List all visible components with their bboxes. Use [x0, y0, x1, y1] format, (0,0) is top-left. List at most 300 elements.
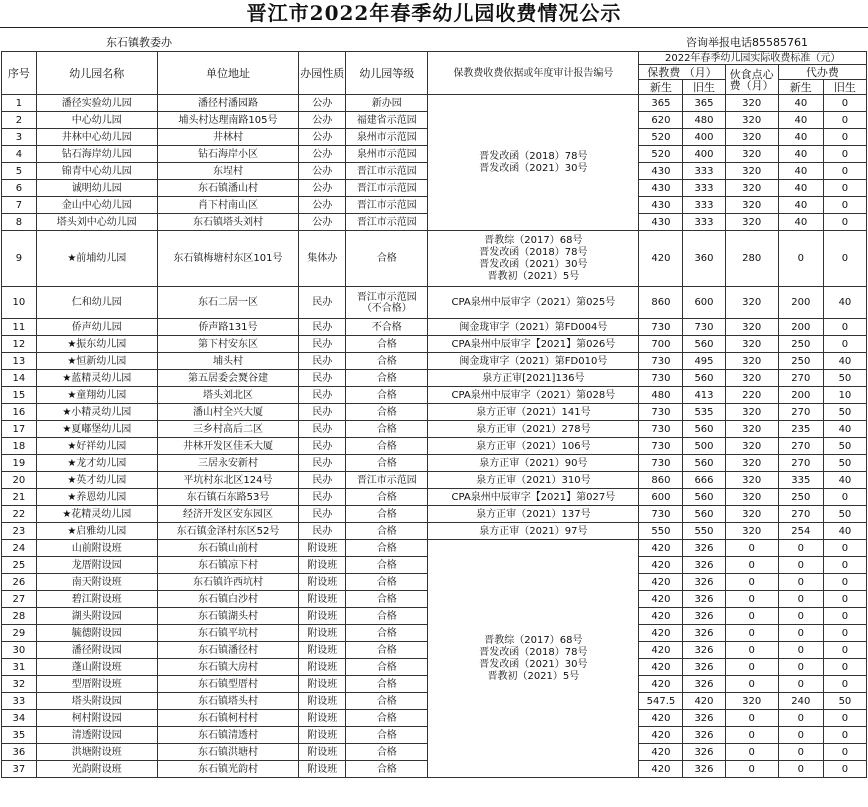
agency-fee-new: 200 [778, 319, 823, 336]
row-number: 21 [2, 489, 37, 506]
agency-fee-old: 0 [823, 146, 866, 163]
agency-fee-new: 0 [778, 540, 823, 557]
kindergarten-level: 合格 [346, 625, 428, 642]
row-number: 15 [2, 387, 37, 404]
kindergarten-name: 钻石海岸幼儿园 [36, 146, 157, 163]
tuition-old: 560 [683, 336, 725, 353]
agency-fee-new: 0 [778, 744, 823, 761]
kindergarten-name: 诚明幼儿园 [36, 180, 157, 197]
tuition-new: 420 [639, 676, 683, 693]
header-tuition-old: 旧生 [683, 80, 725, 95]
tuition-new: 730 [639, 455, 683, 472]
tuition-old: 326 [683, 744, 725, 761]
tuition-new: 430 [639, 180, 683, 197]
audit-report-number: 泉方正审（2021）278号 [428, 421, 639, 438]
header-level: 幼儿园等级 [346, 52, 428, 95]
audit-report-number: CPA泉州中辰审字（2021）第025号 [428, 287, 639, 319]
kindergarten-level: 晋江市示范园 [346, 163, 428, 180]
kindergarten-level: 合格 [346, 506, 428, 523]
agency-fee-old: 0 [823, 319, 866, 336]
tuition-old: 400 [683, 146, 725, 163]
kindergarten-nature: 附设班 [299, 761, 346, 778]
agency-fee-old: 0 [823, 710, 866, 727]
tuition-old: 333 [683, 214, 725, 231]
agency-fee-old: 0 [823, 574, 866, 591]
row-number: 1 [2, 95, 37, 112]
agency-fee-old: 0 [823, 659, 866, 676]
tuition-old: 326 [683, 557, 725, 574]
kindergarten-nature: 民办 [299, 455, 346, 472]
tuition-old: 326 [683, 591, 725, 608]
agency-fee-new: 0 [778, 761, 823, 778]
kindergarten-level: 合格 [346, 336, 428, 353]
kindergarten-address: 东石镇塔头村 [157, 693, 298, 710]
agency-fee-new: 235 [778, 421, 823, 438]
agency-fee-old: 50 [823, 370, 866, 387]
agency-fee-old: 50 [823, 693, 866, 710]
meal-fee: 320 [725, 146, 778, 163]
kindergarten-address: 平坑村东北区124号 [157, 472, 298, 489]
kindergarten-nature: 民办 [299, 387, 346, 404]
kindergarten-nature: 公办 [299, 146, 346, 163]
tuition-old: 550 [683, 523, 725, 540]
kindergarten-nature: 民办 [299, 489, 346, 506]
table-row [2, 95, 867, 112]
kindergarten-level: 合格 [346, 489, 428, 506]
meal-fee: 320 [725, 693, 778, 710]
kindergarten-name: ★好祥幼儿园 [36, 438, 157, 455]
kindergarten-address: 东石镇大房村 [157, 659, 298, 676]
kindergarten-nature: 附设班 [299, 710, 346, 727]
agency-fee-old: 0 [823, 642, 866, 659]
kindergarten-address: 井林村 [157, 129, 298, 146]
agency-fee-new: 270 [778, 438, 823, 455]
audit-report-number: 闽金珑审字（2021）第FD010号 [428, 353, 639, 370]
tuition-old: 560 [683, 489, 725, 506]
row-number: 37 [2, 761, 37, 778]
tuition-new: 420 [639, 591, 683, 608]
meal-fee: 320 [725, 112, 778, 129]
agency-fee-old: 10 [823, 387, 866, 404]
kindergarten-level: 合格 [346, 659, 428, 676]
kindergarten-address: 东石二居一区 [157, 287, 298, 319]
agency-fee-old: 0 [823, 540, 866, 557]
kindergarten-level: 晋江市示范园 （不合格） [346, 287, 428, 319]
page-title: 晋江市2022年春季幼儿园收费情况公示 [0, 0, 868, 28]
agency-fee-new: 0 [778, 659, 823, 676]
kindergarten-address: 潘山村全兴大厦 [157, 404, 298, 421]
agency-fee-old: 0 [823, 112, 866, 129]
header-agency: 代办费 [778, 65, 866, 80]
tuition-old: 333 [683, 180, 725, 197]
basis-group-line: 晋发改函（2018）78号 [479, 646, 588, 658]
kindergarten-name: ★英才幼儿园 [36, 472, 157, 489]
kindergarten-name: 塔头刘中心幼儿园 [36, 214, 157, 231]
tuition-old: 400 [683, 129, 725, 146]
tuition-old: 365 [683, 95, 725, 112]
kindergarten-name: 南天附设班 [36, 574, 157, 591]
kindergarten-nature: 民办 [299, 421, 346, 438]
meal-fee: 280 [725, 231, 778, 287]
issuer-label: 东石镇教委办 [106, 36, 172, 49]
kindergarten-address: 东石镇凉下村 [157, 557, 298, 574]
row-number: 10 [2, 287, 37, 319]
audit-report-number: CPA泉州中辰审字（2021）第028号 [428, 387, 639, 404]
audit-report-number: 泉方正审（2021）141号 [428, 404, 639, 421]
header-no: 序号 [2, 52, 37, 95]
agency-fee-new: 40 [778, 197, 823, 214]
kindergarten-level: 合格 [346, 744, 428, 761]
agency-fee-old: 0 [823, 625, 866, 642]
kindergarten-nature: 民办 [299, 370, 346, 387]
agency-fee-new: 0 [778, 591, 823, 608]
tuition-old: 420 [683, 693, 725, 710]
kindergarten-level: 福建省示范园 [346, 112, 428, 129]
table-row [2, 287, 867, 319]
kindergarten-nature: 公办 [299, 163, 346, 180]
tuition-old: 326 [683, 710, 725, 727]
tuition-old: 666 [683, 472, 725, 489]
kindergarten-level: 合格 [346, 523, 428, 540]
tuition-old: 360 [683, 231, 725, 287]
tuition-old: 326 [683, 574, 725, 591]
meal-fee: 320 [725, 214, 778, 231]
row-number: 22 [2, 506, 37, 523]
agency-fee-new: 0 [778, 231, 823, 287]
kindergarten-name: 型厝附设班 [36, 676, 157, 693]
audit-report-number: 泉方正审（2021）90号 [428, 455, 639, 472]
tuition-old: 600 [683, 287, 725, 319]
row-number: 12 [2, 336, 37, 353]
tuition-new: 430 [639, 163, 683, 180]
header-basis: 保教费收费依据或年度审计报告编号 [428, 52, 639, 95]
agency-fee-new: 254 [778, 523, 823, 540]
table-row [2, 231, 867, 287]
table-row [2, 370, 867, 387]
agency-fee-old: 50 [823, 455, 866, 472]
tuition-old: 560 [683, 455, 725, 472]
kindergarten-nature: 民办 [299, 353, 346, 370]
meal-fee: 0 [725, 659, 778, 676]
row-number: 14 [2, 370, 37, 387]
meal-fee: 0 [725, 557, 778, 574]
header-agency-new: 新生 [778, 80, 823, 95]
header-meals: 伙食点心费（月） [725, 65, 778, 95]
agency-fee-old: 50 [823, 404, 866, 421]
kindergarten-level: 晋江市示范园 [346, 197, 428, 214]
row-number: 2 [2, 112, 37, 129]
tuition-new: 730 [639, 404, 683, 421]
kindergarten-name: 潘径实验幼儿园 [36, 95, 157, 112]
kindergarten-address: 东石镇清透村 [157, 727, 298, 744]
kindergarten-address: 埔头村 [157, 353, 298, 370]
kindergarten-nature: 附设班 [299, 591, 346, 608]
row-number: 19 [2, 455, 37, 472]
meal-fee: 0 [725, 642, 778, 659]
kindergarten-nature: 附设班 [299, 744, 346, 761]
row-number: 20 [2, 472, 37, 489]
row-number: 6 [2, 180, 37, 197]
agency-fee-new: 335 [778, 472, 823, 489]
meal-fee: 0 [725, 761, 778, 778]
tuition-old: 326 [683, 676, 725, 693]
agency-fee-old: 40 [823, 472, 866, 489]
kindergarten-address: 东石镇梅塘村东区101号 [157, 231, 298, 287]
kindergarten-nature: 附设班 [299, 608, 346, 625]
kindergarten-name: ★振东幼儿园 [36, 336, 157, 353]
tuition-old: 326 [683, 761, 725, 778]
meal-fee: 320 [725, 336, 778, 353]
tuition-old: 326 [683, 625, 725, 642]
kindergarten-name: 蓬山附设班 [36, 659, 157, 676]
kindergarten-nature: 集体办 [299, 231, 346, 287]
tuition-new: 430 [639, 197, 683, 214]
tuition-new: 700 [639, 336, 683, 353]
kindergarten-name: 碧江附设班 [36, 591, 157, 608]
agency-fee-new: 40 [778, 214, 823, 231]
kindergarten-nature: 公办 [299, 214, 346, 231]
kindergarten-address: 三乡村高后二区 [157, 421, 298, 438]
basis-group-line: 晋发改函（2018）78号 [479, 246, 588, 258]
meal-fee: 0 [725, 710, 778, 727]
kindergarten-level: 合格 [346, 557, 428, 574]
kindergarten-nature: 民办 [299, 506, 346, 523]
kindergarten-nature: 附设班 [299, 659, 346, 676]
table-row [2, 319, 867, 336]
kindergarten-address: 东石镇许西坑村 [157, 574, 298, 591]
tuition-new: 420 [639, 744, 683, 761]
audit-report-number: 泉方正审（2021）106号 [428, 438, 639, 455]
kindergarten-nature: 附设班 [299, 693, 346, 710]
kindergarten-address: 经济开发区安东园区 [157, 506, 298, 523]
agency-fee-new: 0 [778, 557, 823, 574]
kindergarten-nature: 公办 [299, 197, 346, 214]
table-row [2, 472, 867, 489]
kindergarten-name: ★养恩幼儿园 [36, 489, 157, 506]
meal-fee: 320 [725, 455, 778, 472]
row-number: 36 [2, 744, 37, 761]
kindergarten-nature: 附设班 [299, 540, 346, 557]
basis-group-cell [428, 231, 639, 287]
kindergarten-level: 合格 [346, 540, 428, 557]
tuition-new: 420 [639, 540, 683, 557]
kindergarten-nature: 公办 [299, 95, 346, 112]
meal-fee: 0 [725, 574, 778, 591]
agency-fee-new: 0 [778, 608, 823, 625]
agency-fee-old: 0 [823, 336, 866, 353]
row-number: 31 [2, 659, 37, 676]
table-row [2, 455, 867, 472]
meal-fee: 0 [725, 591, 778, 608]
agency-fee-new: 0 [778, 574, 823, 591]
row-number: 33 [2, 693, 37, 710]
kindergarten-level: 合格 [346, 231, 428, 287]
basis-group-line: 晋教初（2021）5号 [487, 670, 580, 682]
kindergarten-name: ★前埔幼儿园 [36, 231, 157, 287]
kindergarten-level: 合格 [346, 404, 428, 421]
agency-fee-old: 50 [823, 506, 866, 523]
row-number: 30 [2, 642, 37, 659]
kindergarten-nature: 附设班 [299, 625, 346, 642]
tuition-new: 420 [639, 727, 683, 744]
agency-fee-old: 0 [823, 95, 866, 112]
agency-fee-new: 250 [778, 336, 823, 353]
row-number: 17 [2, 421, 37, 438]
basis-group-line: 晋教初（2021）5号 [487, 270, 580, 282]
agency-fee-old: 0 [823, 231, 866, 287]
table-row [2, 387, 867, 404]
meal-fee: 320 [725, 489, 778, 506]
tuition-new: 420 [639, 608, 683, 625]
audit-report-number: 泉方正审（2021）97号 [428, 523, 639, 540]
agency-fee-old: 0 [823, 744, 866, 761]
agency-fee-old: 0 [823, 727, 866, 744]
kindergarten-level: 合格 [346, 591, 428, 608]
kindergarten-level: 合格 [346, 438, 428, 455]
kindergarten-level: 晋江市示范园 [346, 180, 428, 197]
meal-fee: 320 [725, 163, 778, 180]
kindergarten-address: 肖下村南山区 [157, 197, 298, 214]
kindergarten-level: 泉州市示范园 [346, 146, 428, 163]
tuition-new: 420 [639, 574, 683, 591]
kindergarten-address: 东石镇白沙村 [157, 591, 298, 608]
kindergarten-address: 潘径村潘园路 [157, 95, 298, 112]
kindergarten-name: 中心幼儿园 [36, 112, 157, 129]
tuition-new: 420 [639, 642, 683, 659]
tuition-old: 326 [683, 608, 725, 625]
agency-fee-old: 0 [823, 163, 866, 180]
header-nature: 办园性质 [299, 52, 346, 95]
agency-fee-new: 270 [778, 506, 823, 523]
kindergarten-name: ★小精灵幼儿园 [36, 404, 157, 421]
table-row [2, 489, 867, 506]
basis-group-line: 晋发改函（2021）30号 [479, 162, 588, 174]
agency-fee-new: 270 [778, 370, 823, 387]
kindergarten-address: 三居永安新村 [157, 455, 298, 472]
header-agency-old: 旧生 [823, 80, 866, 95]
kindergarten-name: 侨声幼儿园 [36, 319, 157, 336]
meal-fee: 320 [725, 353, 778, 370]
agency-fee-old: 50 [823, 438, 866, 455]
tuition-old: 333 [683, 197, 725, 214]
meal-fee: 320 [725, 404, 778, 421]
tuition-new: 480 [639, 387, 683, 404]
kindergarten-nature: 民办 [299, 523, 346, 540]
kindergarten-address: 埔头村达理南路105号 [157, 112, 298, 129]
audit-report-number: 泉方正审[2021]136号 [428, 370, 639, 387]
kindergarten-level: 泉州市示范园 [346, 129, 428, 146]
kindergarten-name: ★恒新幼儿园 [36, 353, 157, 370]
kindergarten-name: 潘径附设园 [36, 642, 157, 659]
meta-line [0, 28, 868, 51]
kindergarten-nature: 附设班 [299, 727, 346, 744]
kindergarten-address: 东石镇潘山村 [157, 180, 298, 197]
kindergarten-level: 合格 [346, 761, 428, 778]
kindergarten-name: ★蓝精灵幼儿园 [36, 370, 157, 387]
meal-fee: 0 [725, 608, 778, 625]
row-number: 3 [2, 129, 37, 146]
tuition-new: 547.5 [639, 693, 683, 710]
row-number: 5 [2, 163, 37, 180]
kindergarten-address: 东石镇湖头村 [157, 608, 298, 625]
audit-report-number: CPA泉州中辰审字【2021】第026号 [428, 336, 639, 353]
row-number: 23 [2, 523, 37, 540]
tuition-old: 326 [683, 727, 725, 744]
row-number: 25 [2, 557, 37, 574]
tuition-old: 413 [683, 387, 725, 404]
agency-fee-new: 40 [778, 95, 823, 112]
agency-fee-new: 0 [778, 642, 823, 659]
row-number: 32 [2, 676, 37, 693]
row-number: 8 [2, 214, 37, 231]
agency-fee-new: 40 [778, 180, 823, 197]
tuition-new: 730 [639, 421, 683, 438]
kindergarten-address: 井林开发区佳禾大厦 [157, 438, 298, 455]
agency-fee-new: 0 [778, 625, 823, 642]
tuition-new: 860 [639, 287, 683, 319]
kindergarten-nature: 民办 [299, 319, 346, 336]
meal-fee: 320 [725, 421, 778, 438]
tuition-old: 326 [683, 642, 725, 659]
kindergarten-level: 合格 [346, 608, 428, 625]
row-number: 9 [2, 231, 37, 287]
kindergarten-address: 侨声路131号 [157, 319, 298, 336]
tuition-old: 560 [683, 370, 725, 387]
kindergarten-address: 东石镇金泽村东区52号 [157, 523, 298, 540]
tuition-new: 730 [639, 370, 683, 387]
meal-fee: 320 [725, 180, 778, 197]
tuition-new: 730 [639, 438, 683, 455]
table-row [2, 438, 867, 455]
meal-fee: 0 [725, 625, 778, 642]
kindergarten-nature: 民办 [299, 287, 346, 319]
meal-fee: 320 [725, 523, 778, 540]
kindergarten-nature: 附设班 [299, 557, 346, 574]
tuition-new: 550 [639, 523, 683, 540]
tuition-old: 560 [683, 506, 725, 523]
meal-fee: 320 [725, 197, 778, 214]
agency-fee-new: 0 [778, 727, 823, 744]
kindergarten-name: 清透附设园 [36, 727, 157, 744]
table-row [2, 404, 867, 421]
kindergarten-level: 合格 [346, 693, 428, 710]
kindergarten-address: 东石镇光韵村 [157, 761, 298, 778]
meal-fee: 320 [725, 438, 778, 455]
tuition-new: 730 [639, 353, 683, 370]
row-number: 7 [2, 197, 37, 214]
kindergarten-name: 洪塘附设班 [36, 744, 157, 761]
kindergarten-name: 金山中心幼儿园 [36, 197, 157, 214]
agency-fee-new: 200 [778, 287, 823, 319]
agency-fee-old: 0 [823, 214, 866, 231]
kindergarten-name: 塔头附设园 [36, 693, 157, 710]
tuition-new: 420 [639, 710, 683, 727]
fee-table-body [2, 95, 867, 778]
agency-fee-old: 0 [823, 676, 866, 693]
agency-fee-new: 200 [778, 387, 823, 404]
kindergarten-name: ★花精灵幼儿园 [36, 506, 157, 523]
kindergarten-address: 东石镇塔头刘村 [157, 214, 298, 231]
kindergarten-address: 东石镇潘径村 [157, 642, 298, 659]
kindergarten-address: 东埕村 [157, 163, 298, 180]
kindergarten-address: 第五居委会燹谷建 [157, 370, 298, 387]
tuition-new: 520 [639, 146, 683, 163]
kindergarten-level: 合格 [346, 421, 428, 438]
kindergarten-name: 龙厝附设园 [36, 557, 157, 574]
tuition-new: 430 [639, 214, 683, 231]
kindergarten-nature: 民办 [299, 336, 346, 353]
kindergarten-nature: 公办 [299, 180, 346, 197]
